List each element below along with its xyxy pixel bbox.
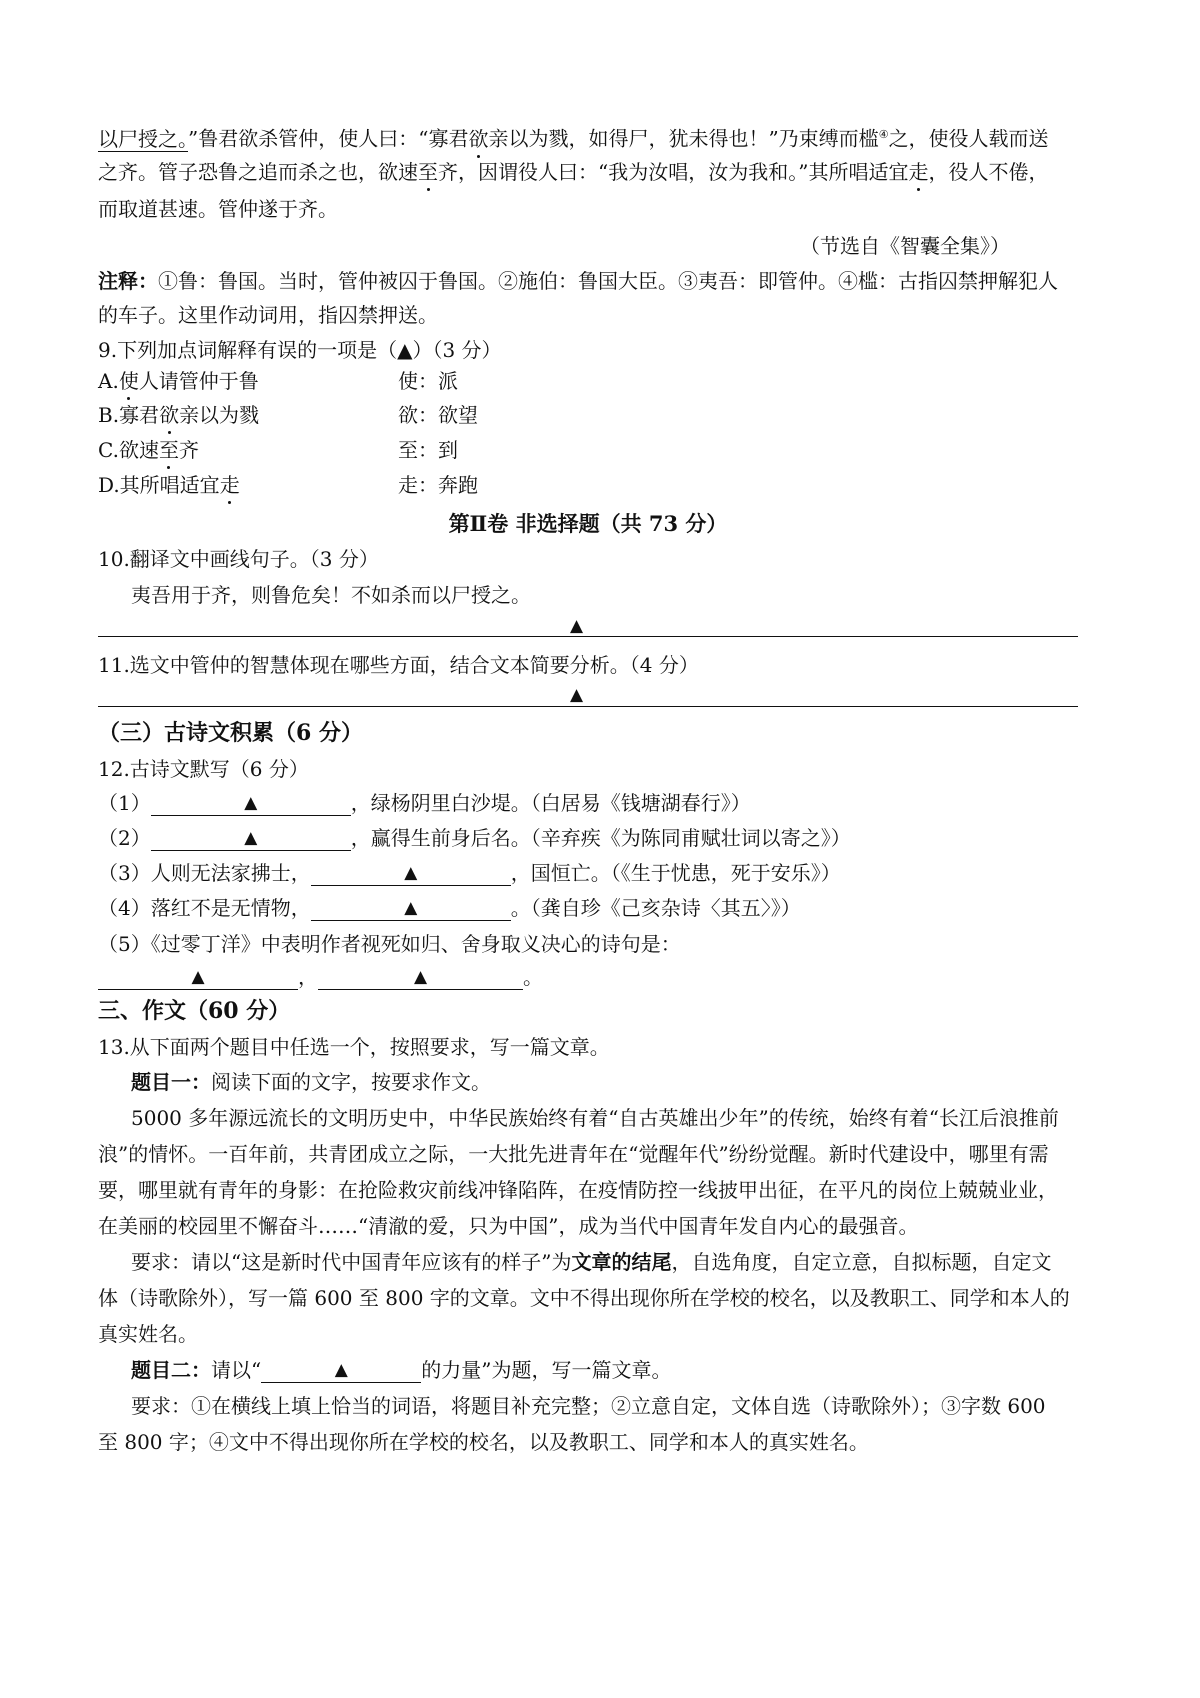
q10-answer-marker: ▲ (570, 616, 584, 636)
q13-stem: 13.从下面两个题目中任选一个，按照要求，写一篇文章。 (98, 1035, 610, 1059)
topic-1-label: 题目一： (131, 1070, 211, 1094)
passage-line-1: 以尸授之。”鲁君欲杀管仲，使人曰：“寡君欲亲以为戮，如得尸，犹未得也！”乃束缚而槛④之，使役人载而送 (98, 126, 1049, 151)
underlined-sentence-end: 以尸授之。 (98, 126, 188, 151)
passage-line-2: 之齐。管子恐鲁之追而杀之也，欲速至齐，因谓役人曰：“我为汝唱，汝为我和。”其所唱适宜走，役人不倦， (98, 160, 1049, 184)
q12-item-3: （3）人则无法家拂士， ▲ ，国恒亡。（《生于忧患，死于安乐》） (98, 861, 841, 885)
topic-1-para-line-2: 浪”的情怀。一百年前，共青团成立之际，一大批先进青年在“觉醒年代”纷纷觉醒。新时代建设中，哪里有需 (98, 1142, 1049, 1166)
dotted-word-yu: 欲 (468, 126, 489, 151)
q11-stem: 11.选文中管仲的智慧体现在哪些方面，结合文本简要分析。（4 分） (98, 653, 699, 677)
q12-item-2: （2） ▲ ，赢得生前身后名。（辛弃疾《为陈同甫赋壮词以寄之》） (98, 826, 851, 850)
q9-gloss-b: 欲：欲望 (398, 403, 478, 427)
topic-2-label: 题目二： (131, 1358, 211, 1382)
q9-option-c: C.欲速至齐 至：到 (98, 438, 458, 462)
essay-section-title: 三、作文（60 分） (98, 998, 291, 1024)
topic-1-requirement-line-3: 真实姓名。 (98, 1322, 198, 1346)
topic-2-requirement-line-1: 要求：①在横线上填上恰当的词语，将题目补充完整；②立意自定，文体自选（诗歌除外）；③字数 600 (131, 1394, 1046, 1418)
q12-item-4: （4）落红不是无情物， ▲ 。（龚自珍《己亥杂诗〈其五〉》） (98, 896, 801, 920)
q9-gloss-a: 使：派 (398, 369, 458, 393)
topic-1-requirement-line-1: 要求：请以“这是新时代中国青年应该有的样子”为文章的结尾，自选角度，自定立意，自拟标题，自定文 (131, 1250, 1052, 1274)
notes-line-2: 的车子。这里作动词用，指囚禁押送。 (98, 303, 438, 327)
q12-blank-4[interactable]: ▲ (311, 896, 511, 921)
q13-topic-2: 题目二：请以“ ▲ 的力量”为题，写一篇文章。 (131, 1358, 672, 1382)
q9-gloss-c: 至：到 (398, 438, 458, 462)
section-2-title: 第Ⅱ卷 非选择题（共 73 分） (448, 511, 728, 536)
q12-blank-3[interactable]: ▲ (311, 861, 511, 886)
dotted-word-zou: 走 (908, 160, 929, 184)
passage-source: （节选自《智囊全集》） (800, 234, 1010, 258)
q9-option-a: A.使人请管仲于鲁 使：派 (98, 369, 458, 393)
q12-item-5-blanks: ▲ ， ▲ 。 (98, 964, 1113, 990)
q9-gloss-d: 走：奔跑 (398, 473, 478, 497)
q10-answer-line[interactable] (98, 636, 1078, 637)
topic-2-requirement-line-2: 至 800 字；④文中不得出现你所在学校的校名，以及教职工、同学和本人的真实姓名。 (98, 1430, 869, 1454)
q13-topic-1: 题目一：阅读下面的文字，按要求作文。 (131, 1070, 491, 1094)
q9-option-b: B.寡君欲亲以为戮 欲：欲望 (98, 403, 478, 427)
note-marker-4: ④ (878, 128, 889, 141)
q10-stem: 10.翻译文中画线句子。（3 分） (98, 547, 379, 571)
dotted-word-zhi: 至 (418, 160, 438, 184)
topic-1-para-line-1: 5000 多年源远流长的文明历史中，中华民族始终有着“自古英雄出少年”的传统，始终有着“长江后浪推前 (131, 1106, 1059, 1130)
part-3-title: （三）古诗文积累（6 分） (98, 720, 363, 746)
q11-answer-line[interactable] (98, 706, 1078, 707)
q12-blank-2[interactable]: ▲ (151, 826, 351, 851)
q12-blank-1[interactable]: ▲ (151, 791, 351, 816)
topic-1-para-line-4: 在美丽的校园里不懈奋斗……“清澈的爱，只为中国”，成为当代中国青年发自内心的最强音。 (98, 1214, 919, 1238)
q12-item-5: （5）《过零丁洋》中表明作者视死如归、舍身取义决心的诗句是： (98, 932, 681, 956)
q10-sentence: 夷吾用于齐，则鲁危矣！不如杀而以尸授之。 (131, 583, 531, 607)
notes-label: 注释： (98, 269, 158, 293)
q12-blank-5b[interactable]: ▲ (318, 965, 523, 990)
q9-stem: 9.下列加点词解释有误的一项是（▲）（3 分） (98, 338, 502, 362)
q12-item-1: （1） ▲ ，绿杨阴里白沙堤。（白居易《钱塘湖春行》） (98, 791, 751, 815)
q11-answer-marker: ▲ (570, 685, 584, 705)
q9-option-d: D.其所唱适宜走 走：奔跑 (98, 473, 478, 497)
q12-stem: 12.古诗文默写（6 分） (98, 757, 309, 781)
q12-blank-5a[interactable]: ▲ (98, 965, 298, 990)
topic-2-title-blank[interactable]: ▲ (261, 1358, 421, 1383)
topic-1-para-line-3: 要，哪里就有青年的身影：在抢险救灾前线冲锋陷阵，在疫情防控一线披甲出征，在平凡的岗位上兢兢业业， (98, 1178, 1058, 1202)
notes-line-1: 注释：①鲁：鲁国。当时，管仲被囚于鲁国。②施伯：鲁国大臣。③夷吾：即管仲。④槛：古指囚禁押解犯人 (98, 269, 1058, 293)
topic-1-requirement-line-2: 体（诗歌除外），写一篇 600 至 800 字的文章。文中不得出现你所在学校的校名，以及教职工、同学和本人的 (98, 1286, 1070, 1310)
passage-line-3: 而取道甚速。管仲遂于齐。 (98, 197, 338, 221)
